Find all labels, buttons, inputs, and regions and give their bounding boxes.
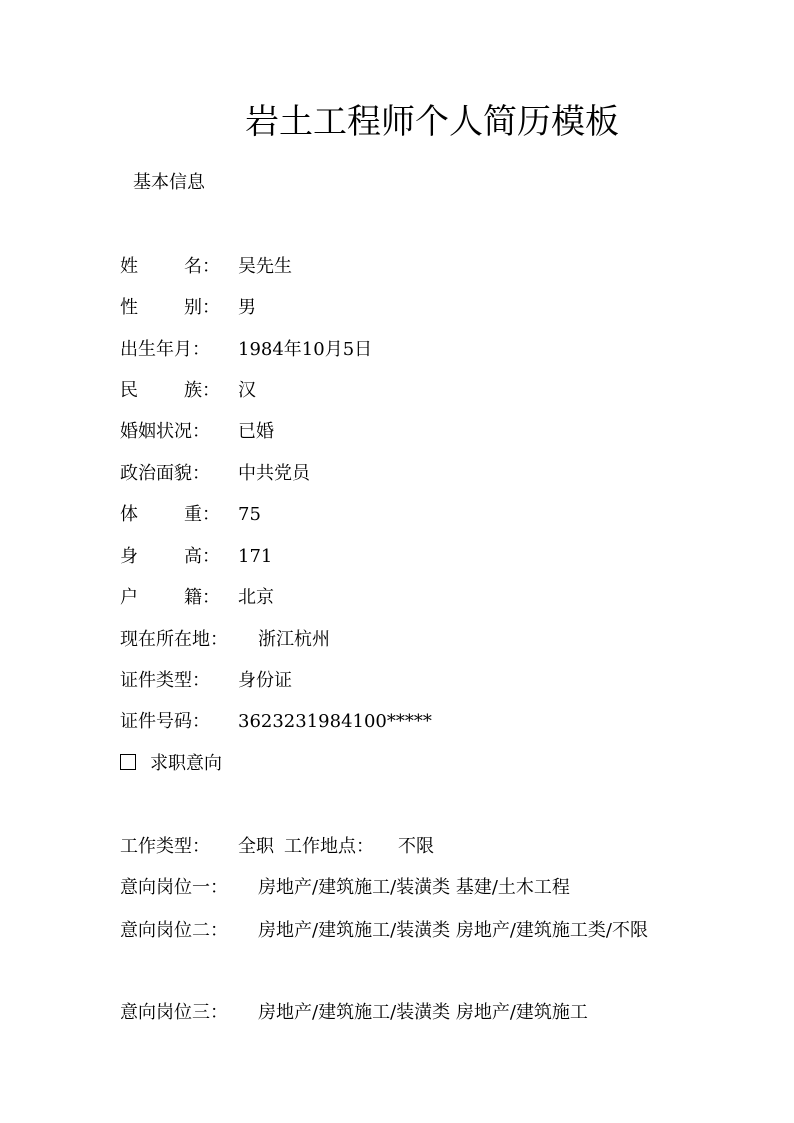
field-label-part: 户 [120, 587, 138, 608]
field-label: 工作类型： [120, 836, 210, 857]
checkbox-icon [120, 754, 136, 770]
field-label: 政治面貌： [120, 463, 210, 484]
field-value: 北京 [238, 587, 274, 608]
field-value: 171 [238, 546, 273, 567]
field-value: 男 [238, 297, 256, 318]
field-label-part: 籍： [184, 587, 220, 608]
field-label-part: 高： [184, 546, 220, 567]
field-label-part: 体 [120, 504, 138, 525]
field-name [120, 255, 292, 279]
field-height [120, 545, 272, 569]
field-label: 意向岗位二： [120, 920, 228, 941]
field-value: 已婚 [238, 421, 274, 442]
field-label-part: 重： [184, 504, 220, 525]
field-birth-date [120, 338, 372, 362]
field-label-part: 名： [184, 256, 220, 277]
field-value: 3623231984100***** [238, 711, 432, 732]
field-position-2 [120, 910, 680, 951]
field-marital-status [120, 420, 274, 444]
field-label-part: 民 [120, 380, 138, 401]
page-title: 岩土工程师个人简历模板 [245, 102, 619, 142]
field-ethnicity [120, 379, 256, 403]
field-value: 房地产/建筑施工/装潢类 房地产/建筑施工类/不限 [258, 920, 648, 941]
field-label: 工作地点： [284, 836, 374, 857]
field-value: 75 [238, 504, 261, 525]
field-political-status [120, 462, 310, 486]
field-label-part: 姓 [120, 256, 138, 277]
field-label-part: 身 [120, 546, 138, 567]
field-label: 证件类型： [120, 670, 210, 691]
field-weight [120, 503, 261, 527]
field-id-number [120, 710, 432, 734]
field-position-1 [120, 876, 680, 900]
field-value: 全职 [238, 836, 274, 857]
field-label-part: 族： [184, 380, 220, 401]
field-label: 意向岗位三： [120, 1002, 228, 1023]
field-label: 婚姻状况： [120, 421, 210, 442]
section-heading-job-intent [120, 752, 222, 776]
field-work-type [120, 835, 434, 859]
field-id-type [120, 669, 292, 693]
field-label: 证件号码： [120, 711, 210, 732]
field-value: 房地产/建筑施工/装潢类 房地产/建筑施工 [258, 1002, 588, 1023]
field-label: 意向岗位一： [120, 877, 228, 898]
field-value: 不限 [398, 836, 434, 857]
field-gender [120, 296, 256, 320]
job-intent-heading: 求职意向 [150, 753, 222, 774]
field-household-registration [120, 586, 274, 610]
field-value: 房地产/建筑施工/装潢类 基建/土木工程 [258, 877, 570, 898]
field-label-part: 性 [120, 297, 138, 318]
field-value: 1984年10月5日 [238, 339, 373, 360]
field-label: 现在所在地： [120, 629, 228, 650]
field-label: 出生年月： [120, 339, 210, 360]
field-label-part: 别： [184, 297, 220, 318]
field-value: 吴先生 [238, 256, 292, 277]
field-position-3 [120, 1001, 680, 1025]
field-value: 中共党员 [238, 463, 310, 484]
field-value: 汉 [238, 380, 256, 401]
field-current-location [120, 628, 330, 652]
field-value: 身份证 [238, 670, 292, 691]
section-heading-basic-info: 基本信息 [133, 172, 205, 193]
field-value: 浙江杭州 [258, 629, 330, 650]
